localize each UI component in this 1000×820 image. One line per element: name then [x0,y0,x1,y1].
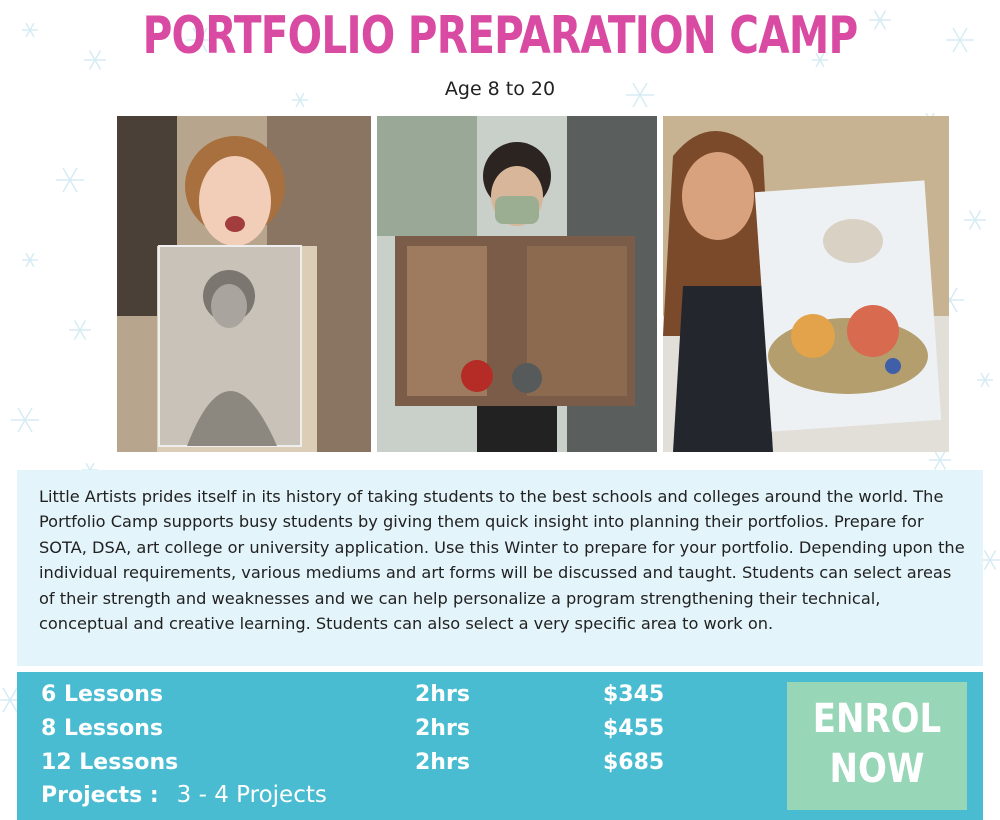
student-with-collage-artwork-photo [377,116,657,452]
lesson-duration: 2hrs [415,716,470,741]
projects-label: Projects : [41,783,159,808]
lesson-duration: 2hrs [415,750,470,775]
projects-info [41,782,327,808]
lesson-duration: 2hrs [415,682,470,707]
lesson-count: 12 Lessons [41,750,179,775]
age-range: Age 8 to 20 [444,78,556,100]
lesson-count: 6 Lessons [41,682,163,707]
lesson-count: 8 Lessons [41,716,163,741]
enrol-label-line1: ENROL [812,696,942,742]
student-with-pencil-portrait-photo [117,116,371,452]
lesson-price: $685 [603,750,665,775]
projects-value: 3 - 4 Projects [176,782,327,808]
page-title: PORTFOLIO PREPARATION CAMP [142,6,858,66]
enrol-now-button[interactable] [787,682,967,810]
lesson-price: $345 [603,682,665,707]
camp-description: Little Artists prides itself in its history of taking students to the best schools and colleges around the world. The Portfolio Camp supports busy students by giving them quick insight into planning their portfolios. Prepare for SOTA, DSA, art college or university application. Use this Winter to prepare for your portfolio. Depending upon the individual requirements, various mediums and art forms will be discussed and taught. Students can select areas of their strength and weaknesses and we can help personalize a program strengthening their technical, conceptual and creative learning. Students can also select a very specific area to work on. [39,487,965,634]
student-with-food-drawing-photo [663,116,949,452]
description-panel [17,470,983,666]
enrol-label-line2: NOW [829,746,925,792]
pricing-panel [17,672,983,820]
lesson-price: $455 [603,716,665,741]
